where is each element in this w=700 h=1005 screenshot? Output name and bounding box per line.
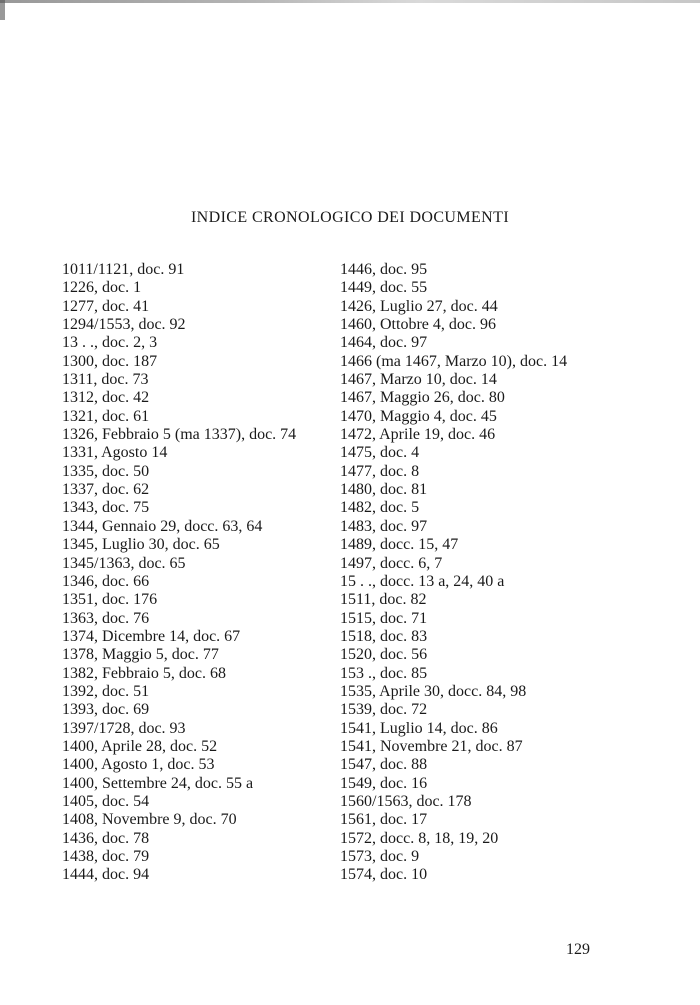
index-entry: 1378, Maggio 5, doc. 77 [62,646,219,664]
index-entry: 1405, doc. 54 [62,792,150,810]
index-entry: 1226, doc. 1 [62,279,142,297]
index-entry: 1561, doc. 17 [340,811,428,829]
index-entry: 13 . ., doc. 2, 3 [62,334,158,352]
index-entry: 15 . ., docc. 13 a, 24, 40 a [340,572,505,590]
index-entry: 1497, docc. 6, 7 [340,554,443,572]
index-entry: 1480, doc. 81 [340,481,428,499]
index-entry: 1294/1553, doc. 92 [62,316,186,334]
index-entry: 1574, doc. 10 [340,866,428,884]
index-entry: 1464, doc. 97 [340,334,428,352]
page-title: INDICE CRONOLOGICO DEI DOCUMENTI [190,209,510,226]
index-entry: 1321, doc. 61 [62,407,150,425]
index-entry: 1400, Aprile 28, doc. 52 [62,737,218,755]
index-entry: 1472, Aprile 19, doc. 46 [340,426,496,444]
page-number: 129 [566,941,590,958]
index-entry: 1460, Ottobre 4, doc. 96 [340,316,496,334]
index-entry: 1277, doc. 41 [62,297,150,315]
index-entry: 1518, doc. 83 [340,627,428,645]
index-entry: 1346, doc. 66 [62,572,150,590]
index-entry: 1344, Gennaio 29, docc. 63, 64 [62,517,263,535]
index-entry: 1515, doc. 71 [340,609,428,627]
index-entry: 1345/1363, doc. 65 [62,554,186,572]
index-entry: 1466 (ma 1467, Marzo 10), doc. 14 [340,352,568,370]
index-entry: 1335, doc. 50 [62,462,150,480]
index-entry: 1573, doc. 9 [340,848,420,865]
index-entry: 1326, Febbraio 5 (ma 1337), doc. 74 [62,426,297,444]
index-entry: 1331, Agosto 14 [62,444,168,462]
index-entry: 1345, Luglio 30, doc. 65 [62,536,220,554]
right-column [340,261,598,885]
index-entry: 1312, doc. 42 [62,389,150,407]
index-entry: 1489, docc. 15, 47 [340,536,459,554]
index-entry: 1541, Luglio 14, doc. 86 [340,719,498,737]
index-entry: 1408, Novembre 9, doc. 70 [62,811,237,829]
index-entry: 1363, doc. 76 [62,609,150,627]
index-entry: 1467, Maggio 26, doc. 80 [340,389,505,407]
corner-mark [0,0,5,20]
index-entry: 1382, Febbraio 5, doc. 68 [62,664,226,682]
index-entry: 1444, doc. 94 [62,866,150,884]
index-entry: 1560/1563, doc. 178 [340,792,472,810]
index-entry: 1343, doc. 75 [62,499,150,517]
index-entry: 1374, Dicembre 14, doc. 67 [62,627,241,645]
index-entry: 1337, doc. 62 [62,481,150,499]
index-entry: 1393, doc. 69 [62,701,150,719]
index-entry: 1311, doc. 73 [62,371,149,389]
index-entry: 1400, Agosto 1, doc. 53 [62,756,215,774]
index-entry: 1572, docc. 8, 18, 19, 20 [340,829,499,847]
index-entry: 1549, doc. 16 [340,774,428,792]
index-entry: 1535, Aprile 30, docc. 84, 98 [340,682,527,700]
left-column [62,261,320,885]
index-entry: 1539, doc. 72 [340,701,428,719]
index-entry: 1426, Luglio 27, doc. 44 [340,297,498,315]
index-entry: 1392, doc. 51 [62,682,150,700]
index-entry: 1475, doc. 4 [340,444,420,462]
index-entry: 153 ., doc. 85 [340,664,428,682]
index-entry: 1511, doc. 82 [340,591,427,609]
index-entry: 1011/1121, doc. 91 [62,261,185,278]
page-top-edge [0,0,700,3]
index-entry: 1446, doc. 95 [340,261,428,278]
index-entry: 1520, doc. 56 [340,646,428,664]
index-entry: 1436, doc. 78 [62,829,150,847]
index-entry: 1541, Novembre 21, doc. 87 [340,737,523,755]
index-entry: 1351, doc. 176 [62,591,158,609]
index-entry: 1470, Maggio 4, doc. 45 [340,407,497,425]
index-entry: 1483, doc. 97 [340,517,428,535]
index-entry: 1397/1728, doc. 93 [62,719,186,737]
index-entry: 1547, doc. 88 [340,756,428,774]
index-entry: 1438, doc. 79 [62,848,150,865]
index-entry: 1477, doc. 8 [340,462,420,480]
index-entry: 1400, Settembre 24, doc. 55 a [62,774,254,792]
index-entry: 1449, doc. 55 [340,279,428,297]
index-entry: 1482, doc. 5 [340,499,420,517]
index-entry: 1300, doc. 187 [62,352,158,370]
index-entry: 1467, Marzo 10, doc. 14 [340,371,497,389]
